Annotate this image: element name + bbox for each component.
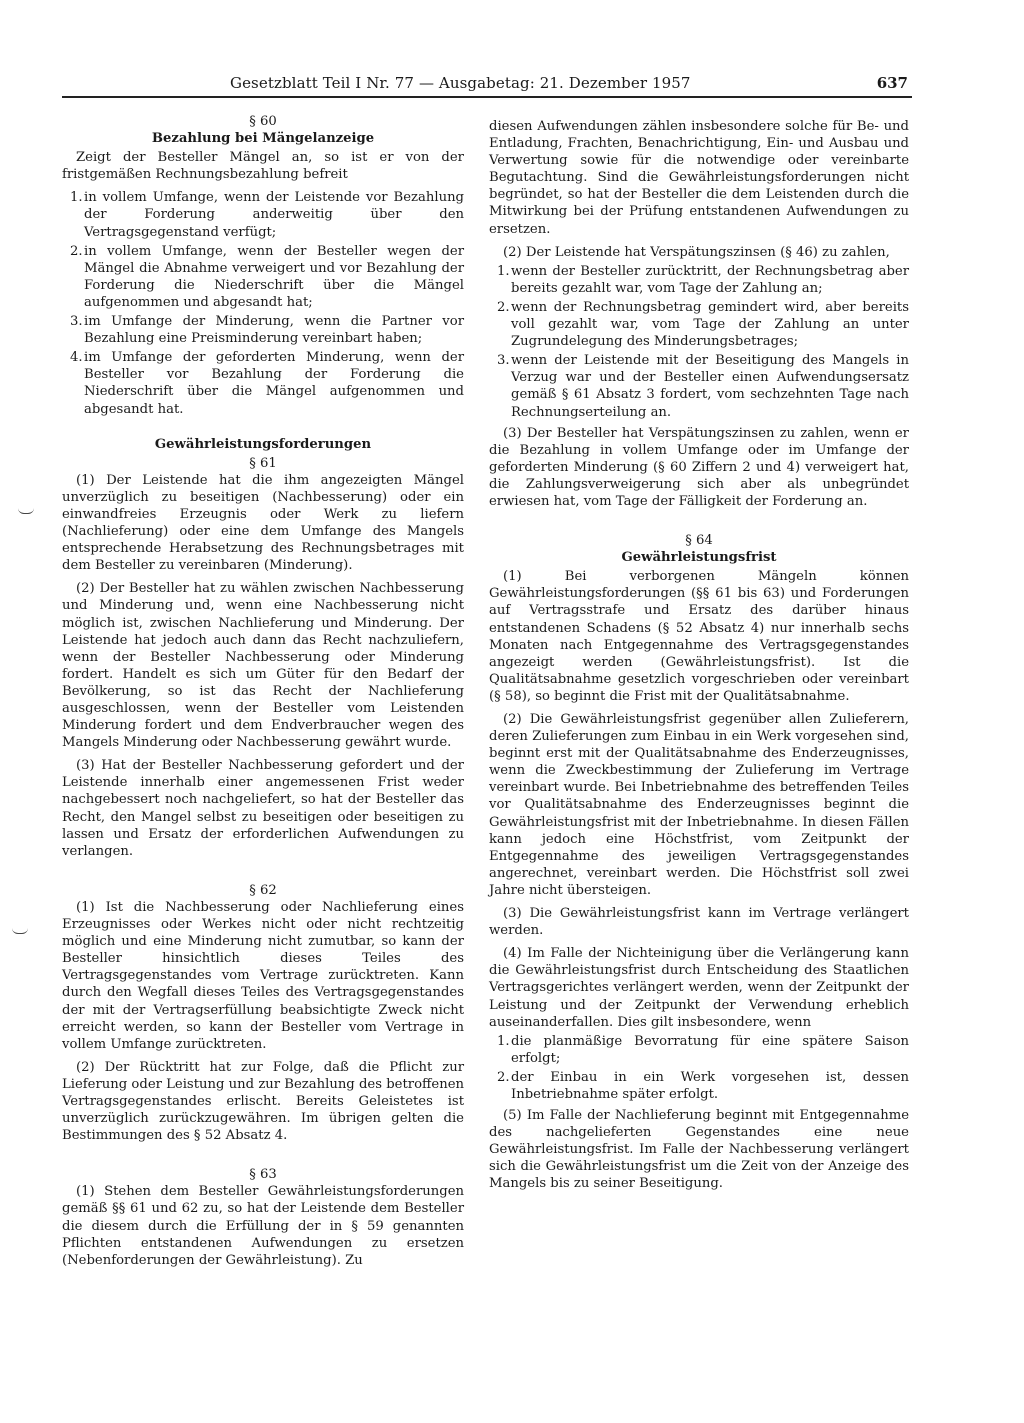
paragraph: (3) Die Gewährleistungsfrist kann im Vertrage verlängert werden. xyxy=(489,906,909,939)
numbered-list xyxy=(489,1033,909,1103)
paragraph: (2) Der Leistende hat Verspätungszinsen (§ 46) zu zahlen, xyxy=(503,244,890,260)
paragraph: (2) Der Besteller hat zu wählen zwischen Nachbesserung und Minderung und, wenn eine Nachbesserung nicht möglich ist, zwischen Nachlieferung und Minderung. Der Leistende hat jedoch auch dann das Recht nachzuliefern, wenn der Besteller Nachbesserung oder Minderung fordert. Handelt es sich um Güter für den Bedarf der Bevölkerung, so ist das Recht der Nachlieferung ausgeschlossen, wenn der Besteller vom Leistenden Minderung fordert und dem Endverbraucher wegen des Mangels Minderung oder Nachbesserung gewährt wurde. xyxy=(62,581,464,751)
list-item: 1. wenn der Besteller zurücktritt, der Rechnungsbetrag aber bereits gezahlt war, vom Tage der Zahlung an; xyxy=(497,263,909,296)
section-number: § 61 xyxy=(249,455,277,471)
list-item: 1. in vollem Umfange, wenn der Leistende vor Bezahlung der Forderung anderweitig über den Vertragsgegenstand verfügt; xyxy=(70,190,464,240)
paragraph: (1) Stehen dem Besteller Gewährleistungsforderungen gemäß §§ 61 und 62 zu, so hat der Leistende dem Besteller die diesem durch die Erfüllung der in § 59 genannten Pflichten entstandenen Aufwendungen zu ersetzen (Nebenforderungen der Gewährleistung). Zu xyxy=(62,1184,464,1268)
left-column xyxy=(62,113,464,1275)
paragraph-continuation: diesen Aufwendungen zählen insbesondere solche für Be- und Entladung, Frachten, Benachrichtigung, Ein- und Ausbau und Verwertung sowie für die notwendige oder vereinbarte Begutachtung. Sind die Gewährleistungsforderungen nicht begründet, so hat der Besteller die dem Leistenden durch die Mitwirkung bei der Prüfung entstandenen Aufwendungen zu ersetzen. xyxy=(489,119,909,237)
numbered-list xyxy=(489,263,909,421)
paragraph: (1) Der Leistende hat die ihm angezeigten Mängel unverzüglich zu beseitigen (Nachbesserung) oder ein einwandfreies Erzeugnis oder Werk zu liefern (Nachlieferung) oder eine dem Umfange des Mangels entsprechende Herabsetzung des Rechnungsbetrages mit dem Besteller zu vereinbaren (Minderung). xyxy=(62,472,464,574)
paragraph: (1) Bei verborgenen Mängeln können Gewährleistungsforderungen (§§ 61 bis 63) und Forderungen auf Vertragsstrafe und Ersatz des darüber hinaus entstandenen Schadens (§ 52 Absatz 4) nur innerhalb sechs Monaten nach Entgegennahme des Vertragsgegenstandes angezeigt werden (Gewährleistungsfrist). Ist die Qualitätsabnahme gesetzlich vorgeschrieben oder vereinbart (§ 58), so beginnt die Frist mit der Qualitätsabnahme. xyxy=(489,569,909,704)
list-item: 2. in vollem Umfange, wenn der Besteller wegen der Mängel die Abnahme verweigert und vor Bezahlung der Forderung die Niederschrift über die Mängel aufgenommen und abgesandt hat; xyxy=(70,243,464,310)
section-title: Bezahlung bei Mängelanzeige xyxy=(151,131,375,147)
list-item: 3. im Umfange der Minderung, wenn die Partner vor Bezahlung eine Preisminderung vereinbart haben; xyxy=(70,314,464,347)
paragraph: (3) Hat der Besteller Nachbesserung gefordert und der Leistende innerhalb einer angemessenen Frist weder nachgebessert noch nachgeliefert, so hat der Besteller das Recht, den Mangel selbst zu beseitigen oder beseitigen zu lassen und Ersatz der erforderlichen Aufwendungen zu verlangen. xyxy=(62,758,464,859)
page-number: 637 xyxy=(876,74,908,92)
section-number: § 64 xyxy=(685,533,713,549)
paragraph: (2) Die Gewährleistungsfrist gegenüber allen Zulieferern, deren Zulieferungen zum Einbau in ein Werk vorgesehen sind, beginnt erst mit der Qualitätsabnahme des Enderzeugnisses, wenn die Zweckbestimmung der Zulieferung im Vertrage vereinbart wurde. Bei Inbetriebnahme des betreffenden Teiles vor Qualitätsabnahme des Enderzeugnisses beginnt die Gewährleistungsfrist mit der Inbetriebnahme. In diesen Fällen kann jedoch eine Höchstfrist, vom Zeitpunkt der Entgegennahme des jeweiligen Vertragsgegenstandes angerechnet, vereinbart werden. Die Höchstfrist soll zwei Jahre nicht übersteigen. xyxy=(489,712,909,898)
list-item: 3. wenn der Leistende mit der Beseitigung des Mangels in Verzug war und der Besteller einen Aufwendungsersatz gemäß § 61 Absatz 3 fordert, vom sechzehnten Tage nach Rechnungserteilung an. xyxy=(497,353,909,420)
paragraph: (2) Der Rücktritt hat zur Folge, daß die Pflicht zur Lieferung oder Leistung und zur Bezahlung des betroffenen Vertragsgegenstandes erlischt. Bereits Geleistetes ist unverzüglich zurückzugewähren. Im übrigen gelten die Bestimmungen des § 52 Absatz 4. xyxy=(62,1059,464,1144)
page-header xyxy=(62,70,912,98)
section-number: § 63 xyxy=(249,1167,277,1183)
header-title: Gesetzblatt Teil I Nr. 77 — Ausgabetag: 21. Dezember 1957 xyxy=(230,74,691,92)
right-column xyxy=(489,118,909,1199)
margin-mark xyxy=(12,928,28,934)
numbered-list xyxy=(62,189,464,417)
section-number: § 62 xyxy=(249,882,277,898)
paragraph: Zeigt der Besteller Mängel an, so ist er von der fristgemäßen Rechnungsbezahlung befreit xyxy=(62,150,464,183)
paragraph: (3) Der Besteller hat Verspätungszinsen zu zahlen, wenn er die Bezahlung in vollem Umfange oder im Umfange der geforderten Minderung (§ 60 Ziffern 2 und 4) verweigert hat, die Zahlungsverweigerung sich aber als unbegründet erwiesen hat, vom Tage der Fälligkeit der Forderung an. xyxy=(489,425,909,509)
paragraph: (5) Im Falle der Nachlieferung beginnt mit Entgegennahme des nachgelieferten Gegenstandes eine neue Gewährleistungsfrist. Im Falle der Nachbesserung verlängert sich die Gewährleistungsfrist um die Zeit von der Anzeige des Mangels bis zu seiner Beseitigung. xyxy=(489,1108,909,1192)
section-title: Gewährleistungsfrist xyxy=(621,550,777,566)
margin-mark xyxy=(18,508,34,514)
section-number: § 60 xyxy=(249,114,277,129)
list-item: 2. der Einbau in ein Werk vorgesehen ist, dessen Inbetriebnahme später erfolgt. xyxy=(497,1069,909,1102)
list-item: 4. im Umfange der geforderten Minderung, wenn der Besteller vor Bezahlung der Forderung die Niederschrift über die Mängel aufgenommen und abgesandt hat. xyxy=(70,350,464,417)
paragraph: (4) Im Falle der Nichteinigung über die Verlängerung kann die Gewährleistungsfrist durch Entscheidung des Staatlichen Vertragsgerichtes verlängert werden, wenn der Zeitpunkt der Leistung und der Zeitpunkt der Verwendung erheblich auseinanderfallen. Dies gilt insbesondere, wenn xyxy=(489,946,909,1030)
list-item: 2. wenn der Rechnungsbetrag gemindert wird, aber bereits voll gezahlt war, vom Tage der Zahlung an unter Zugrundelegung des Minderungsbetrages; xyxy=(497,299,909,350)
paragraph: (1) Ist die Nachbesserung oder Nachlieferung eines Erzeugnisses oder Werkes nicht oder nicht rechtzeitig möglich und eine Minderung nicht zumutbar, so kann der Besteller hinsichtlich dieses Teiles des Vertragsgegenstandes vom Vertrage zurücktreten. Kann durch den Wegfall dieses Teiles des Vertragsgegenstandes der mit der Vertragserfüllung beabsichtigte Zweck nicht erreicht werden, so kann der Besteller vom Vertrage in vollem Umfange zurücktreten. xyxy=(62,899,464,1052)
list-item: 1. die planmäßige Bevorratung für eine spätere Saison erfolgt; xyxy=(497,1033,909,1066)
section-heading: Gewährleistungsforderungen xyxy=(154,436,372,452)
